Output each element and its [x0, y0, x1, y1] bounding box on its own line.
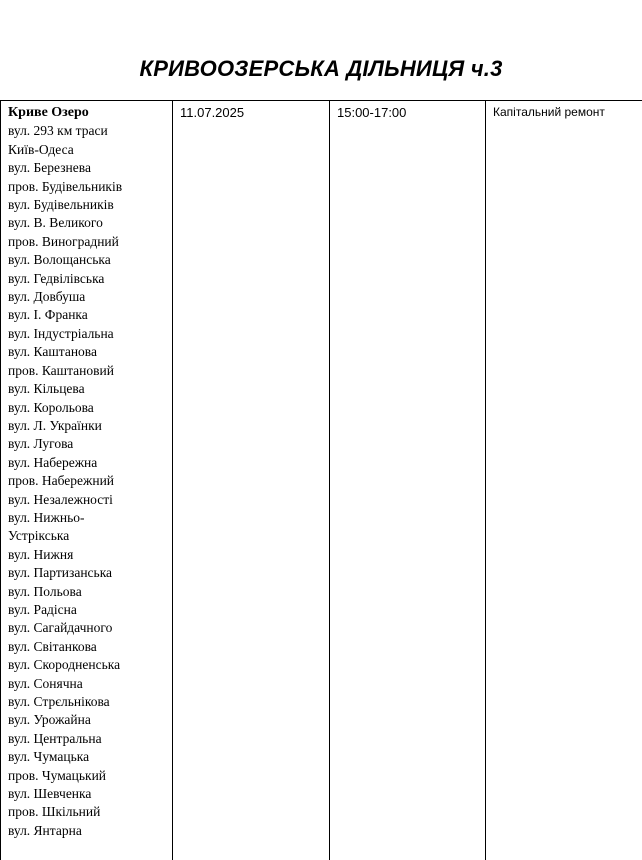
street-item: вул. Індустріальна [8, 325, 114, 341]
street-item: пров. Набережний [8, 473, 115, 489]
street-item: вул. Кільцева [8, 381, 85, 397]
street-item: вул. 293 км траси [8, 123, 108, 139]
street-item: вул. Каштанова [8, 344, 97, 360]
street-item: вул. Волощанська [8, 252, 111, 268]
street-item: вул. Центральна [8, 730, 102, 746]
street-item: вул. Янтарна [8, 822, 82, 838]
street-item: вул. Корольова [8, 399, 94, 415]
outage-table [0, 100, 642, 860]
street-item: вул. Шевченка [8, 786, 92, 802]
street-item: вул. Набережна [8, 454, 98, 470]
street-item: вул. В. Великого [8, 215, 103, 231]
street-item: пров. Чумацький [8, 767, 107, 783]
street-item: вул. Лугова [8, 436, 74, 452]
street-item: пров. Виноградний [8, 233, 119, 249]
outage-reason: Капітальний ремонт [493, 105, 605, 119]
street-item: вул. Чумацька [8, 749, 90, 765]
time-cell [330, 101, 486, 860]
street-item: пров. Каштановий [8, 362, 114, 378]
outage-date: 11.07.2025 [180, 105, 245, 120]
street-item: вул. Гедвілівська [8, 270, 105, 286]
street-item: вул. Довбуша [8, 289, 86, 305]
street-item: вул. Урожайна [8, 712, 91, 728]
street-item: вул. Л. Українки [8, 417, 102, 433]
street-item: вул. Незалежності [8, 491, 113, 507]
street-item: пров. Будівельників [8, 178, 123, 194]
street-item: вул. Березнева [8, 160, 91, 176]
street-item: вул. Нижня [8, 546, 74, 562]
street-item: пров. Шкільний [8, 804, 101, 820]
street-item: вул. Стрєльнікова [8, 694, 110, 709]
street-item: вул. Сагайдачного [8, 620, 113, 636]
street-item: вул. Польова [8, 583, 82, 599]
street-item: Київ-Одеса [8, 141, 74, 157]
addresses-cell [1, 101, 173, 860]
page-title: КРИВООЗЕРСЬКА ДІЛЬНИЦЯ ч.3 [139, 56, 503, 81]
street-item: вул. Радісна [8, 601, 77, 617]
street-item: вул. Світанкова [8, 638, 97, 654]
street-item: вул. Скородненська [8, 657, 121, 673]
reason-cell [486, 101, 642, 860]
village-name: Криве Озеро [8, 105, 89, 120]
street-item: вул. Сонячна [8, 675, 83, 691]
street-item: вул. Партизанська [8, 565, 113, 581]
street-item: вул. Будівельників [8, 197, 114, 213]
street-item: вул. І. Франка [8, 307, 88, 323]
street-item: Устрікська [8, 528, 70, 544]
outage-time: 15:00-17:00 [337, 105, 407, 120]
date-cell [173, 101, 330, 860]
street-list [8, 104, 168, 840]
street-item: вул. Нижньо- [8, 509, 85, 525]
